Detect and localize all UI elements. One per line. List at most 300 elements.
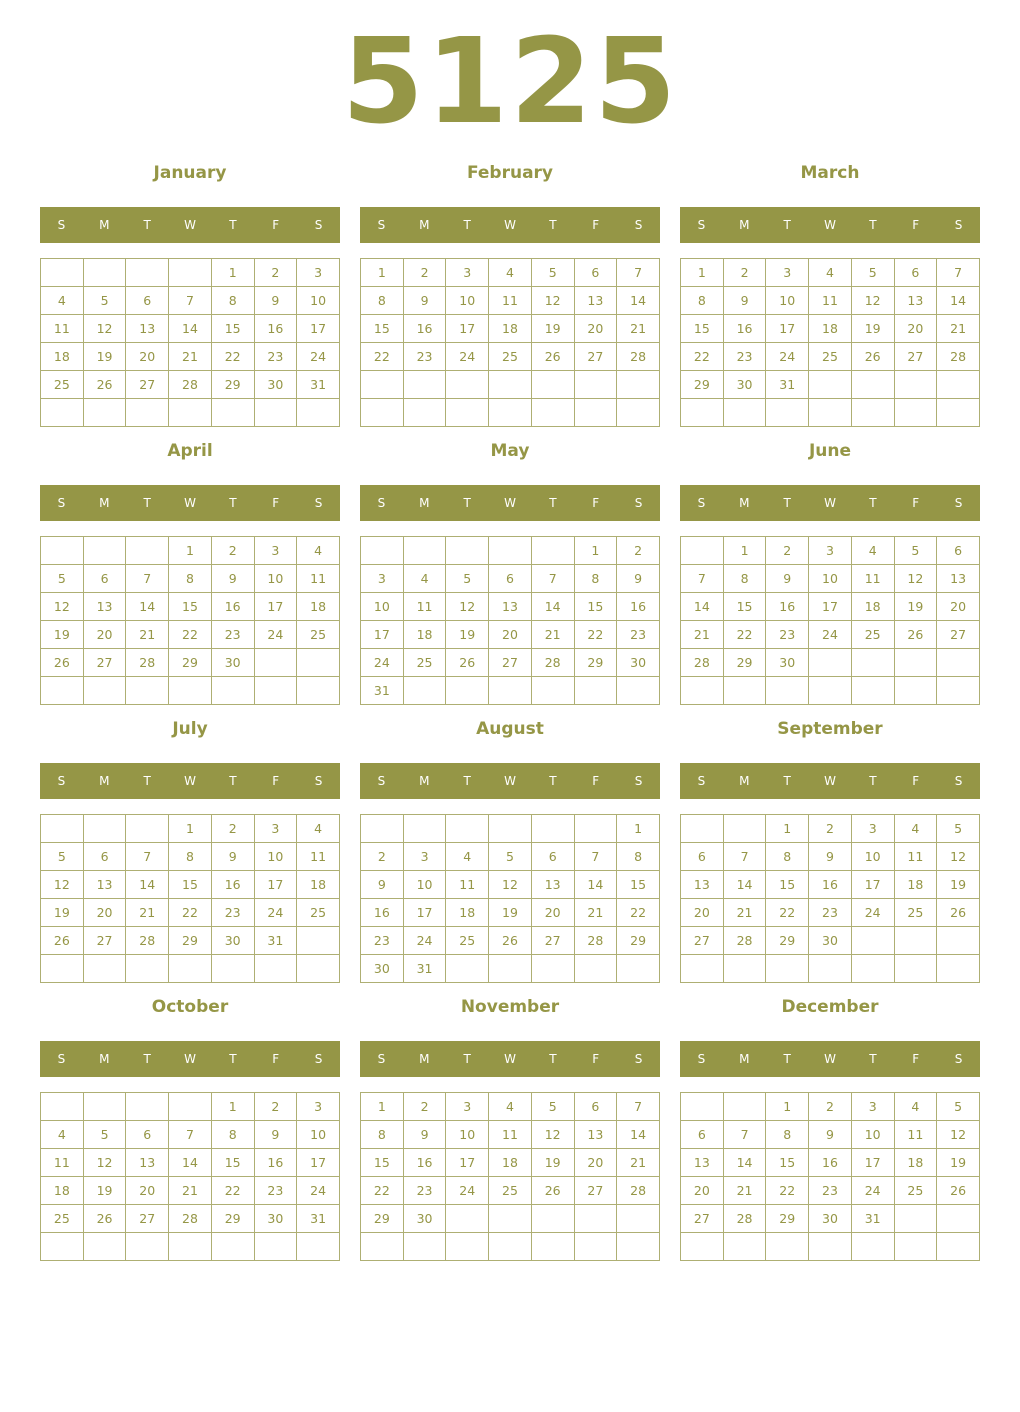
day-grid [40,258,340,427]
day-cell: 22 [766,1177,809,1205]
day-cell: 3 [254,537,297,565]
month-name: December [781,997,879,1017]
week-row [681,1093,980,1121]
day-cell: 21 [681,621,724,649]
empty-cell [297,399,340,427]
day-cell: 29 [723,649,766,677]
week-row [361,315,660,343]
day-cell: 13 [574,1121,617,1149]
empty-cell [531,815,574,843]
week-row [681,955,980,983]
empty-cell [403,1233,446,1261]
week-row [681,927,980,955]
empty-cell [446,371,489,399]
day-cell: 29 [169,649,212,677]
empty-cell [41,815,84,843]
day-cell: 25 [41,1205,84,1233]
empty-cell [361,537,404,565]
empty-cell [574,677,617,705]
day-cell: 5 [531,1093,574,1121]
empty-cell [489,815,532,843]
day-cell: 1 [617,815,660,843]
week-row [681,565,980,593]
day-cell: 20 [894,315,937,343]
empty-cell [254,649,297,677]
day-cell: 2 [809,815,852,843]
day-cell: 6 [574,259,617,287]
week-row [361,565,660,593]
empty-cell [681,1233,724,1261]
week-row [681,1177,980,1205]
empty-cell [531,1233,574,1261]
week-row [41,343,340,371]
day-cell: 14 [681,593,724,621]
day-grid [360,536,660,705]
empty-cell [617,1205,660,1233]
empty-cell [169,399,212,427]
weekday-header [680,763,980,799]
day-cell: 17 [254,593,297,621]
day-cell: 21 [169,1177,212,1205]
month-name: August [476,719,544,739]
day-cell: 30 [211,649,254,677]
day-cell: 5 [489,843,532,871]
day-cell: 22 [361,1177,404,1205]
day-cell: 10 [361,593,404,621]
day-cell: 19 [531,315,574,343]
day-cell: 27 [126,371,169,399]
day-cell: 19 [41,899,84,927]
day-cell: 16 [809,1149,852,1177]
day-cell: 10 [446,287,489,315]
day-cell: 28 [531,649,574,677]
week-row [681,1149,980,1177]
day-cell: 18 [41,1177,84,1205]
weekday-label: F [272,218,280,232]
empty-cell [681,537,724,565]
empty-cell [41,399,84,427]
day-cell: 18 [41,343,84,371]
day-cell: 21 [531,621,574,649]
day-cell: 25 [403,649,446,677]
day-cell: 26 [489,927,532,955]
empty-cell [41,677,84,705]
day-cell: 8 [361,287,404,315]
day-cell: 12 [894,565,937,593]
weekday-label: T [783,774,791,788]
day-cell: 31 [297,371,340,399]
week-row [41,259,340,287]
weekday-label: W [504,218,516,232]
day-cell: 27 [937,621,980,649]
day-cell: 29 [169,927,212,955]
day-cell: 3 [361,565,404,593]
day-cell: 3 [446,1093,489,1121]
day-cell: 4 [851,537,894,565]
day-cell: 20 [83,899,126,927]
day-cell: 16 [254,1149,297,1177]
day-cell: 7 [126,565,169,593]
weekday-label: S [634,1052,643,1066]
weekday-label: T [463,774,471,788]
empty-cell [489,955,532,983]
empty-cell [169,259,212,287]
day-cell: 22 [211,1177,254,1205]
day-cell: 8 [361,1121,404,1149]
empty-cell [254,399,297,427]
empty-cell [446,1233,489,1261]
day-cell: 21 [126,621,169,649]
weekday-label: S [57,1052,66,1066]
day-cell: 30 [809,927,852,955]
week-row [41,871,340,899]
day-cell: 9 [403,287,446,315]
day-cell: 18 [297,593,340,621]
empty-cell [211,399,254,427]
empty-cell [937,649,980,677]
day-cell: 1 [361,1093,404,1121]
empty-cell [723,815,766,843]
day-cell: 29 [766,927,809,955]
week-row [361,593,660,621]
day-cell: 22 [766,899,809,927]
empty-cell [851,677,894,705]
day-cell: 27 [83,927,126,955]
week-row [361,1149,660,1177]
day-cell: 2 [617,537,660,565]
day-cell: 6 [83,565,126,593]
day-cell: 23 [617,621,660,649]
empty-cell [297,955,340,983]
empty-cell [446,399,489,427]
weekday-label: M [419,218,430,232]
day-cell: 20 [937,593,980,621]
week-row [41,399,340,427]
day-cell: 7 [617,259,660,287]
day-cell: 28 [169,371,212,399]
weekday-label: F [592,496,600,510]
week-row [361,621,660,649]
day-cell: 6 [937,537,980,565]
day-cell: 26 [446,649,489,677]
day-cell: 17 [851,1149,894,1177]
empty-cell [361,371,404,399]
day-cell: 4 [41,1121,84,1149]
weekday-label: M [99,1052,110,1066]
day-cell: 16 [403,315,446,343]
day-cell: 13 [574,287,617,315]
day-cell: 4 [297,537,340,565]
empty-cell [894,371,937,399]
day-cell: 3 [297,259,340,287]
day-cell: 10 [851,1121,894,1149]
weekday-label: T [549,496,557,510]
day-cell: 31 [361,677,404,705]
weekday-label: S [314,774,323,788]
empty-cell [851,371,894,399]
weekday-label: S [314,496,323,510]
week-row [361,399,660,427]
day-cell: 7 [574,843,617,871]
day-cell: 2 [766,537,809,565]
day-cell: 5 [41,565,84,593]
day-cell: 1 [723,537,766,565]
empty-cell [83,677,126,705]
day-cell: 3 [809,537,852,565]
day-cell: 15 [617,871,660,899]
day-cell: 15 [574,593,617,621]
empty-cell [83,815,126,843]
day-cell: 18 [851,593,894,621]
day-cell: 15 [169,593,212,621]
day-cell: 9 [403,1121,446,1149]
day-cell: 17 [851,871,894,899]
weekday-label: T [549,1052,557,1066]
day-cell: 9 [211,843,254,871]
day-cell: 10 [851,843,894,871]
empty-cell [169,677,212,705]
day-cell: 7 [617,1093,660,1121]
day-cell: 9 [254,287,297,315]
weekday-label: S [57,774,66,788]
weekday-label: S [314,1052,323,1066]
empty-cell [723,955,766,983]
empty-cell [83,259,126,287]
day-cell: 5 [937,1093,980,1121]
day-cell: 26 [937,899,980,927]
week-row [681,621,980,649]
day-cell: 27 [574,343,617,371]
empty-cell [446,537,489,565]
week-row [41,537,340,565]
day-cell: 7 [723,1121,766,1149]
weekday-label: M [739,774,750,788]
empty-cell [809,371,852,399]
week-row [361,815,660,843]
day-cell: 11 [489,287,532,315]
day-cell: 28 [617,343,660,371]
empty-cell [403,371,446,399]
day-cell: 12 [851,287,894,315]
day-cell: 5 [851,259,894,287]
day-cell: 29 [681,371,724,399]
day-cell: 6 [126,287,169,315]
empty-cell [531,955,574,983]
empty-cell [894,927,937,955]
day-cell: 31 [851,1205,894,1233]
day-cell: 25 [41,371,84,399]
day-cell: 17 [361,621,404,649]
weekday-label: W [824,496,836,510]
weekday-label: F [592,774,600,788]
day-cell: 24 [254,899,297,927]
day-cell: 8 [169,565,212,593]
empty-cell [531,371,574,399]
empty-cell [254,1233,297,1261]
empty-cell [41,1093,84,1121]
day-cell: 29 [211,371,254,399]
week-row [41,843,340,871]
weekday-label: S [697,218,706,232]
day-cell: 26 [531,343,574,371]
week-row [681,677,980,705]
week-row [41,1149,340,1177]
empty-cell [531,537,574,565]
day-cell: 27 [574,1177,617,1205]
day-cell: 23 [254,1177,297,1205]
day-cell: 1 [574,537,617,565]
day-grid [680,258,980,427]
day-cell: 24 [809,621,852,649]
empty-cell [83,955,126,983]
empty-cell [809,399,852,427]
week-row [41,371,340,399]
day-cell: 26 [83,1205,126,1233]
day-cell: 11 [894,843,937,871]
day-cell: 23 [723,343,766,371]
weekday-label: W [184,496,196,510]
month-name: October [151,997,229,1017]
empty-cell [83,1233,126,1261]
day-cell: 8 [211,287,254,315]
day-cell: 28 [126,649,169,677]
day-cell: 3 [403,843,446,871]
weekday-label: M [739,496,750,510]
empty-cell [766,399,809,427]
day-cell: 28 [723,927,766,955]
day-cell: 14 [126,593,169,621]
day-cell: 28 [723,1205,766,1233]
weekday-label: F [912,218,920,232]
day-cell: 30 [254,371,297,399]
week-row [41,677,340,705]
day-cell: 10 [403,871,446,899]
day-cell: 8 [617,843,660,871]
empty-cell [446,815,489,843]
empty-cell [766,955,809,983]
empty-cell [851,1233,894,1261]
weekday-label: S [697,496,706,510]
empty-cell [681,955,724,983]
day-grid [360,1092,660,1261]
day-cell: 12 [531,287,574,315]
day-cell: 22 [169,899,212,927]
day-cell: 21 [617,1149,660,1177]
day-cell: 23 [809,899,852,927]
empty-cell [403,815,446,843]
day-cell: 12 [83,315,126,343]
day-cell: 28 [169,1205,212,1233]
weekday-label: T [143,774,151,788]
weekday-label: T [229,774,237,788]
empty-cell [766,677,809,705]
empty-cell [361,1233,404,1261]
day-cell: 23 [211,899,254,927]
weekday-header [360,485,660,521]
day-cell: 4 [894,815,937,843]
empty-cell [681,399,724,427]
day-cell: 5 [937,815,980,843]
weekday-label: T [783,218,791,232]
empty-cell [83,1093,126,1121]
day-cell: 4 [809,259,852,287]
day-cell: 22 [617,899,660,927]
day-cell: 11 [41,1149,84,1177]
day-cell: 16 [617,593,660,621]
weekday-label: S [954,1052,963,1066]
weekday-label: S [377,774,386,788]
day-cell: 16 [723,315,766,343]
day-cell: 20 [681,899,724,927]
empty-cell [41,259,84,287]
day-cell: 15 [766,871,809,899]
day-cell: 1 [211,259,254,287]
day-cell: 16 [361,899,404,927]
empty-cell [617,371,660,399]
day-cell: 11 [41,315,84,343]
day-cell: 25 [297,899,340,927]
empty-cell [851,649,894,677]
day-cell: 18 [809,315,852,343]
weekday-label: W [504,496,516,510]
week-row [681,537,980,565]
day-cell: 21 [723,1177,766,1205]
empty-cell [681,677,724,705]
day-cell: 25 [809,343,852,371]
day-cell: 2 [211,537,254,565]
day-cell: 20 [681,1177,724,1205]
day-cell: 19 [531,1149,574,1177]
weekday-label: M [419,774,430,788]
week-row [41,315,340,343]
day-cell: 11 [489,1121,532,1149]
day-cell: 9 [723,287,766,315]
year-title: 5125 [341,12,679,150]
day-cell: 18 [403,621,446,649]
day-cell: 18 [489,315,532,343]
day-cell: 2 [254,1093,297,1121]
empty-cell [126,955,169,983]
weekday-header [40,763,340,799]
day-grid [680,1092,980,1261]
week-row [41,899,340,927]
weekday-label: T [783,496,791,510]
day-cell: 19 [937,871,980,899]
empty-cell [937,1233,980,1261]
empty-cell [83,537,126,565]
week-row [361,1093,660,1121]
empty-cell [126,399,169,427]
empty-cell [937,371,980,399]
day-cell: 10 [446,1121,489,1149]
day-cell: 11 [851,565,894,593]
weekday-label: W [184,1052,196,1066]
week-row [361,1233,660,1261]
day-cell: 17 [766,315,809,343]
empty-cell [574,955,617,983]
empty-cell [126,537,169,565]
empty-cell [297,1233,340,1261]
month-name: July [172,719,208,739]
weekday-label: F [912,1052,920,1066]
month-name: May [490,441,530,461]
day-cell: 15 [211,315,254,343]
weekday-header [360,1041,660,1077]
day-cell: 20 [574,315,617,343]
day-cell: 31 [403,955,446,983]
weekday-label: M [739,218,750,232]
week-row [361,287,660,315]
